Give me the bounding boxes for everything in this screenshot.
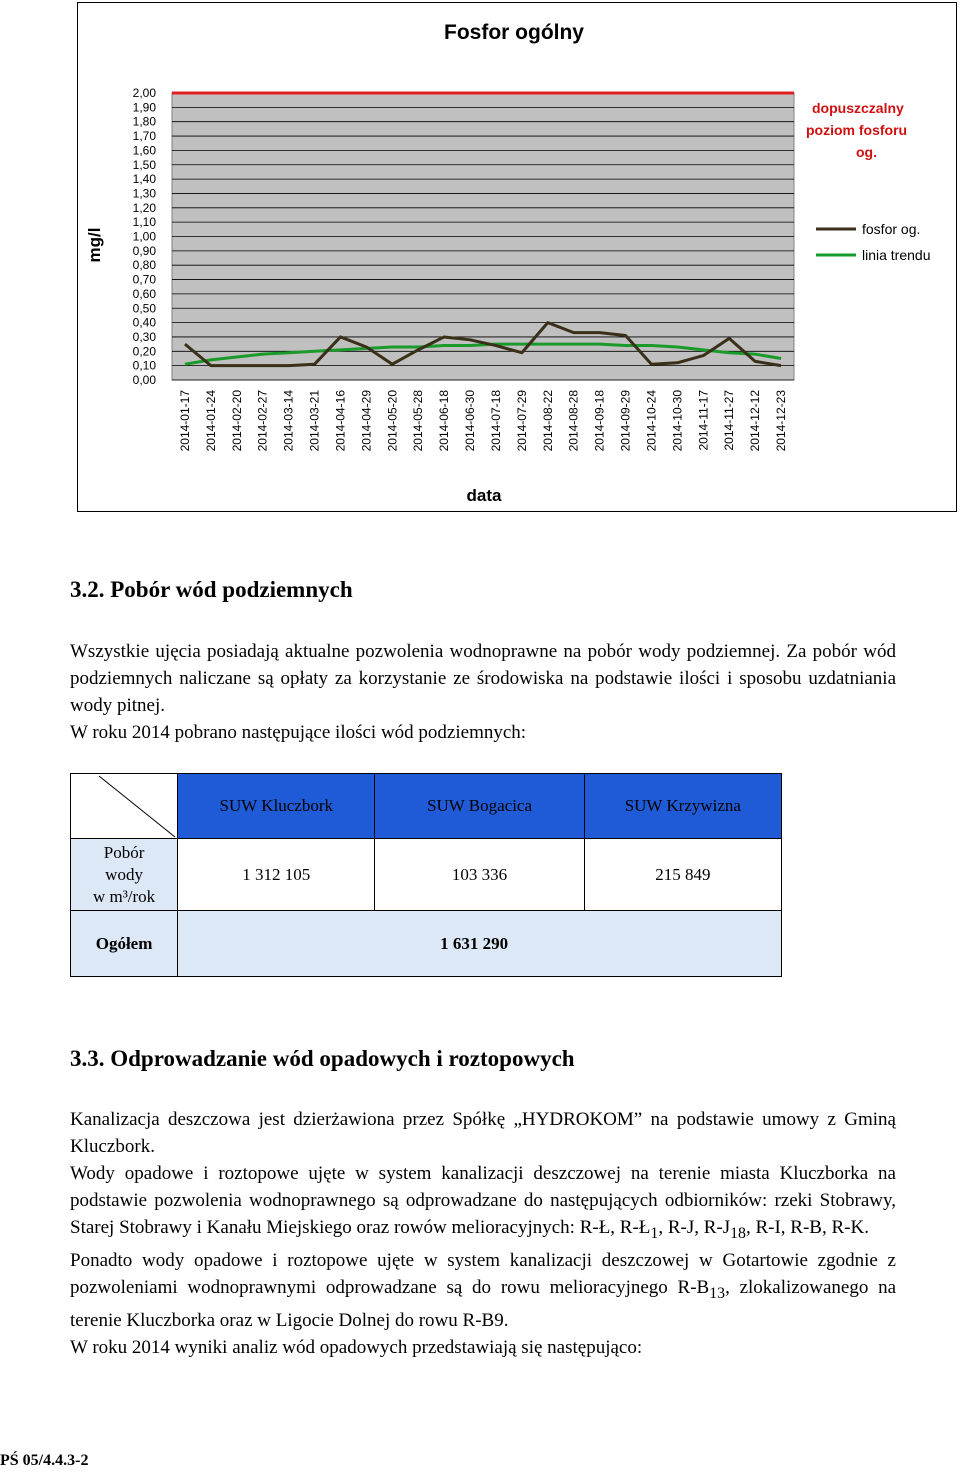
total-label: Ogółem bbox=[71, 911, 178, 977]
x-tick-label: 2014-06-30 bbox=[463, 390, 478, 452]
legend-trend-label: linia trendu bbox=[862, 247, 931, 263]
y-tick-label: 1,00 bbox=[132, 229, 156, 244]
x-tick-label: 2014-08-22 bbox=[540, 390, 555, 452]
y-tick-label: 1,60 bbox=[132, 143, 156, 158]
x-tick-label: 2014-04-16 bbox=[333, 390, 348, 452]
x-tick-label: 2014-07-18 bbox=[488, 390, 503, 452]
paragraph: Kanalizacja deszczowa jest dzierżawiona przez Spółkę „HYDROKOM” na podstawie umowy z Gminą Kluczbork. bbox=[70, 1109, 896, 1157]
paragraph: W roku 2014 pobrano następujące ilości wód podziemnych: bbox=[70, 722, 527, 743]
x-tick-label: 2014-09-18 bbox=[592, 390, 607, 452]
legend-limit-line1: dopuszczalny bbox=[812, 100, 904, 116]
value-bogacica: 103 336 bbox=[375, 839, 584, 911]
section-heading-3-3: 3.3. Odprowadzanie wód opadowych i roztopowych bbox=[70, 1046, 575, 1071]
legend bbox=[806, 100, 931, 263]
y-tick-label: 1,10 bbox=[132, 215, 156, 230]
x-tick-label: 2014-05-28 bbox=[411, 390, 426, 452]
y-tick-label: 0,50 bbox=[132, 301, 156, 316]
x-tick-label: 2014-01-24 bbox=[203, 390, 218, 452]
x-tick-label: 2014-08-28 bbox=[566, 390, 581, 452]
paragraph: Wszystkie ujęcia posiadają aktualne pozwolenia wodnoprawne na pobór wody podziemnej. Za pobór wód podziemnych naliczane są opłaty za korzystanie ze środowiska na podstawie ilości i sposobu uzdatniania wody pitnej. bbox=[70, 641, 896, 716]
chart-container bbox=[77, 2, 957, 512]
x-tick-label: 2014-07-29 bbox=[514, 390, 529, 452]
y-tick-label: 0,80 bbox=[132, 258, 156, 273]
x-tick-label: 2014-11-17 bbox=[696, 390, 711, 451]
chart-title: Fosfor ogólny bbox=[444, 21, 584, 44]
section-heading-3-2: 3.2. Pobór wód podziemnych bbox=[70, 577, 353, 602]
x-tick-label: 2014-12-23 bbox=[774, 390, 789, 452]
y-tick-label: 0,40 bbox=[132, 315, 156, 330]
x-tick-label: 2014-11-27 bbox=[722, 390, 737, 451]
x-tick-label: 2014-03-14 bbox=[281, 390, 296, 452]
col-header-bogacica: SUW Bogacica bbox=[375, 774, 584, 839]
value-kluczbork: 1 312 105 bbox=[178, 839, 375, 911]
x-tick-label: 2014-02-20 bbox=[229, 390, 244, 452]
footer-doc-code: PŚ 05/4.4.3-2 bbox=[0, 1452, 89, 1469]
y-tick-label: 0,70 bbox=[132, 272, 156, 287]
corner-cell bbox=[71, 774, 178, 839]
x-tick-label: 2014-01-17 bbox=[177, 390, 192, 452]
legend-series-label: fosfor og. bbox=[862, 221, 921, 237]
section-3-2-text bbox=[70, 638, 896, 746]
paragraph: Wody opadowe i roztopowe ujęte w system kanalizacji deszczowej na terenie miasta Kluczborka na podstawie pozwolenia wodnoprawnego są odprowadzane do następujących odbiorników: rzeki Stobrawy, Starej Stobrawy i Kanału Miejskiego oraz rowów melioracyjnych: R-Ł, $R-Ł_1$, R-J, $R-J_{18}$, R-I, R-B, R-K. bbox=[70, 1163, 896, 1242]
legend-limit-line2: poziom fosforu bbox=[806, 122, 908, 138]
x-tick-label: 2014-06-18 bbox=[437, 390, 452, 452]
y-tick-label: 0,90 bbox=[132, 243, 156, 258]
paragraph: W roku 2014 wyniki analiz wód opadowych przedstawiają się następująco: bbox=[70, 1336, 643, 1358]
y-tick-label: 1,90 bbox=[132, 100, 156, 115]
x-tick-label: 2014-02-27 bbox=[255, 390, 270, 452]
row-label-line: Pobór bbox=[103, 842, 145, 862]
col-header-kluczbork: SUW Kluczbork bbox=[178, 774, 375, 839]
y-tick-label: 0,00 bbox=[132, 373, 156, 387]
water-intake-table bbox=[70, 773, 782, 977]
paragraph: Ponadto wody opadowe i roztopowe ujęte w system kanalizacji deszczowej w Gotartowie zgodnie z pozwoleniami wodnoprawnymi odprowadzane są do rowu melioracyjnego $R-B_{13}$, zlokalizowanego na terenie Kluczborka oraz w Ligocie Dolnej do rowu R-B9. bbox=[70, 1249, 897, 1331]
y-tick-label: 2,00 bbox=[132, 86, 156, 100]
y-tick-label: 1,80 bbox=[132, 114, 156, 129]
row-label-line: w m³/rok bbox=[92, 886, 156, 906]
row-label-line: wody bbox=[105, 864, 143, 884]
x-tick-label: 2014-12-12 bbox=[748, 390, 763, 452]
x-tick-label: 2014-09-29 bbox=[618, 390, 633, 452]
value-krzywizna: 215 849 bbox=[584, 839, 781, 911]
y-tick-label: 1,20 bbox=[132, 200, 156, 215]
row-label-pobor bbox=[71, 839, 178, 911]
total-value-text: 1 631 290 bbox=[440, 933, 509, 953]
line-chart bbox=[78, 3, 956, 511]
y-tick-label: 1,70 bbox=[132, 129, 156, 144]
y-tick-label: 0,20 bbox=[132, 344, 156, 359]
y-tick-label: 0,30 bbox=[132, 329, 156, 344]
y-tick-label: 1,30 bbox=[132, 186, 156, 201]
legend-limit-line3: og. bbox=[856, 144, 877, 160]
x-tick-label: 2014-10-30 bbox=[670, 390, 685, 452]
x-tick-label: 2014-10-24 bbox=[644, 390, 659, 452]
y-tick-label: 0,10 bbox=[132, 358, 156, 373]
y-axis-label: mg/l bbox=[85, 227, 104, 263]
x-axis-label: data bbox=[466, 486, 502, 505]
col-header-krzywizna: SUW Krzywizna bbox=[584, 774, 781, 839]
x-tick-label: 2014-05-20 bbox=[385, 390, 400, 452]
y-tick-label: 1,50 bbox=[132, 157, 156, 172]
y-tick-label: 1,40 bbox=[132, 172, 156, 187]
total-value bbox=[178, 911, 782, 977]
x-tick-label: 2014-03-21 bbox=[307, 390, 322, 452]
y-tick-label: 0,60 bbox=[132, 286, 156, 301]
section-3-3-text bbox=[70, 1106, 896, 1361]
x-tick-label: 2014-04-29 bbox=[359, 390, 374, 452]
